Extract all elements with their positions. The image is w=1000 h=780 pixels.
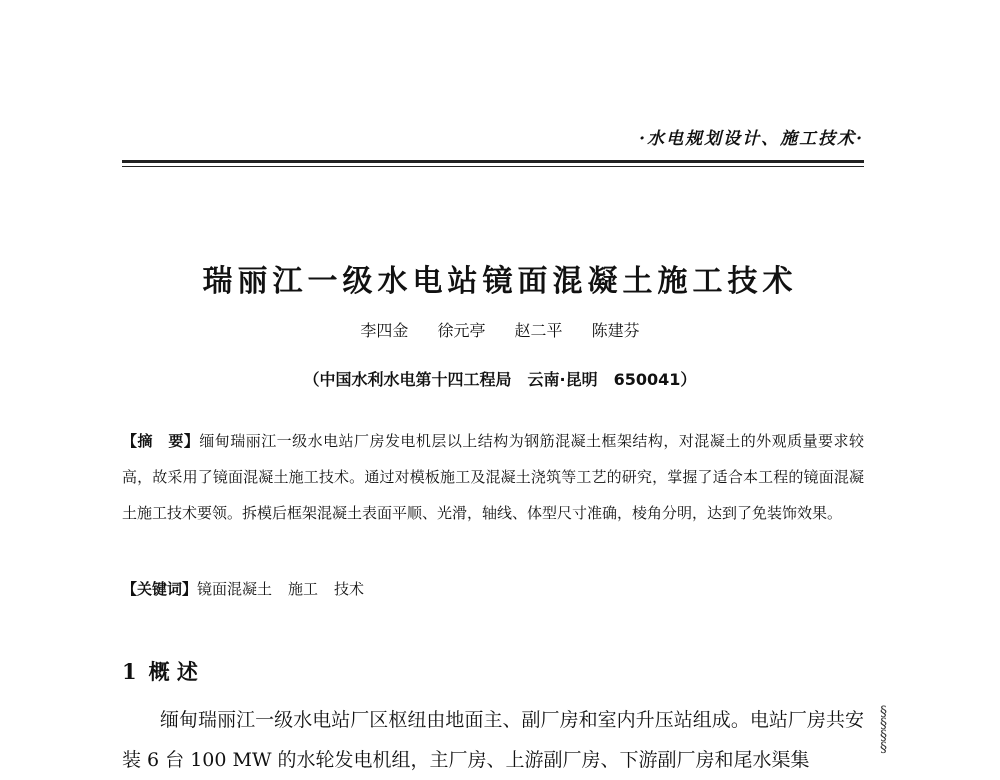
keyword: 镜面混凝土: [197, 580, 273, 598]
author-name: 陈建芬: [591, 321, 640, 340]
author-name: 李四金: [360, 321, 409, 340]
keyword: 施工: [288, 580, 319, 598]
header-rule-thick: [122, 160, 864, 163]
keyword: 技术: [334, 580, 365, 598]
section-paragraph: 缅甸瑞丽江一级水电站厂区枢纽由地面主、副厂房和室内升压站组成。电站厂房共安装 6 台 100 MW 的水轮发电机组，主厂房、上游副厂房、下游副厂房和尾水渠集: [122, 709, 864, 771]
keywords-label: 【关键词】: [122, 580, 198, 598]
author-name: 徐元亭: [437, 321, 486, 340]
header-rule-thin: [122, 166, 864, 167]
keywords: [122, 575, 864, 603]
abstract-text: 缅甸瑞丽江一级水电站厂房发电机层以上结构为钢筋混凝土框架结构，对混凝土的外观质量要求较高，故采用了镜面混凝土施工技术。通过对模板施工及混凝土浇筑等工艺的研究，掌握了适合本工程的镜面混凝土施工技术要领。拆模后框架混凝土表面平顺、光滑，轴线、体型尺寸准确，棱角分明，达到了免装饰效果。: [122, 432, 864, 522]
section-heading: [122, 656, 198, 686]
abstract-label: 【摘 要】: [122, 432, 200, 450]
author-list: [0, 318, 1000, 341]
article-title: 瑞丽江一级水电站镜面混凝土施工技术: [202, 264, 798, 299]
section-title: 概 述: [148, 659, 198, 684]
abstract: [122, 423, 864, 531]
section-number: 1: [122, 659, 137, 684]
author-name: 赵二平: [514, 321, 563, 340]
binding-margin-marks: § § § §: [880, 704, 887, 756]
journal-section-tag: ·水电规划设计、施工技术·: [639, 129, 864, 149]
author-affiliation: （中国水利水电第十四工程局 云南·昆明 650041）: [303, 370, 697, 389]
